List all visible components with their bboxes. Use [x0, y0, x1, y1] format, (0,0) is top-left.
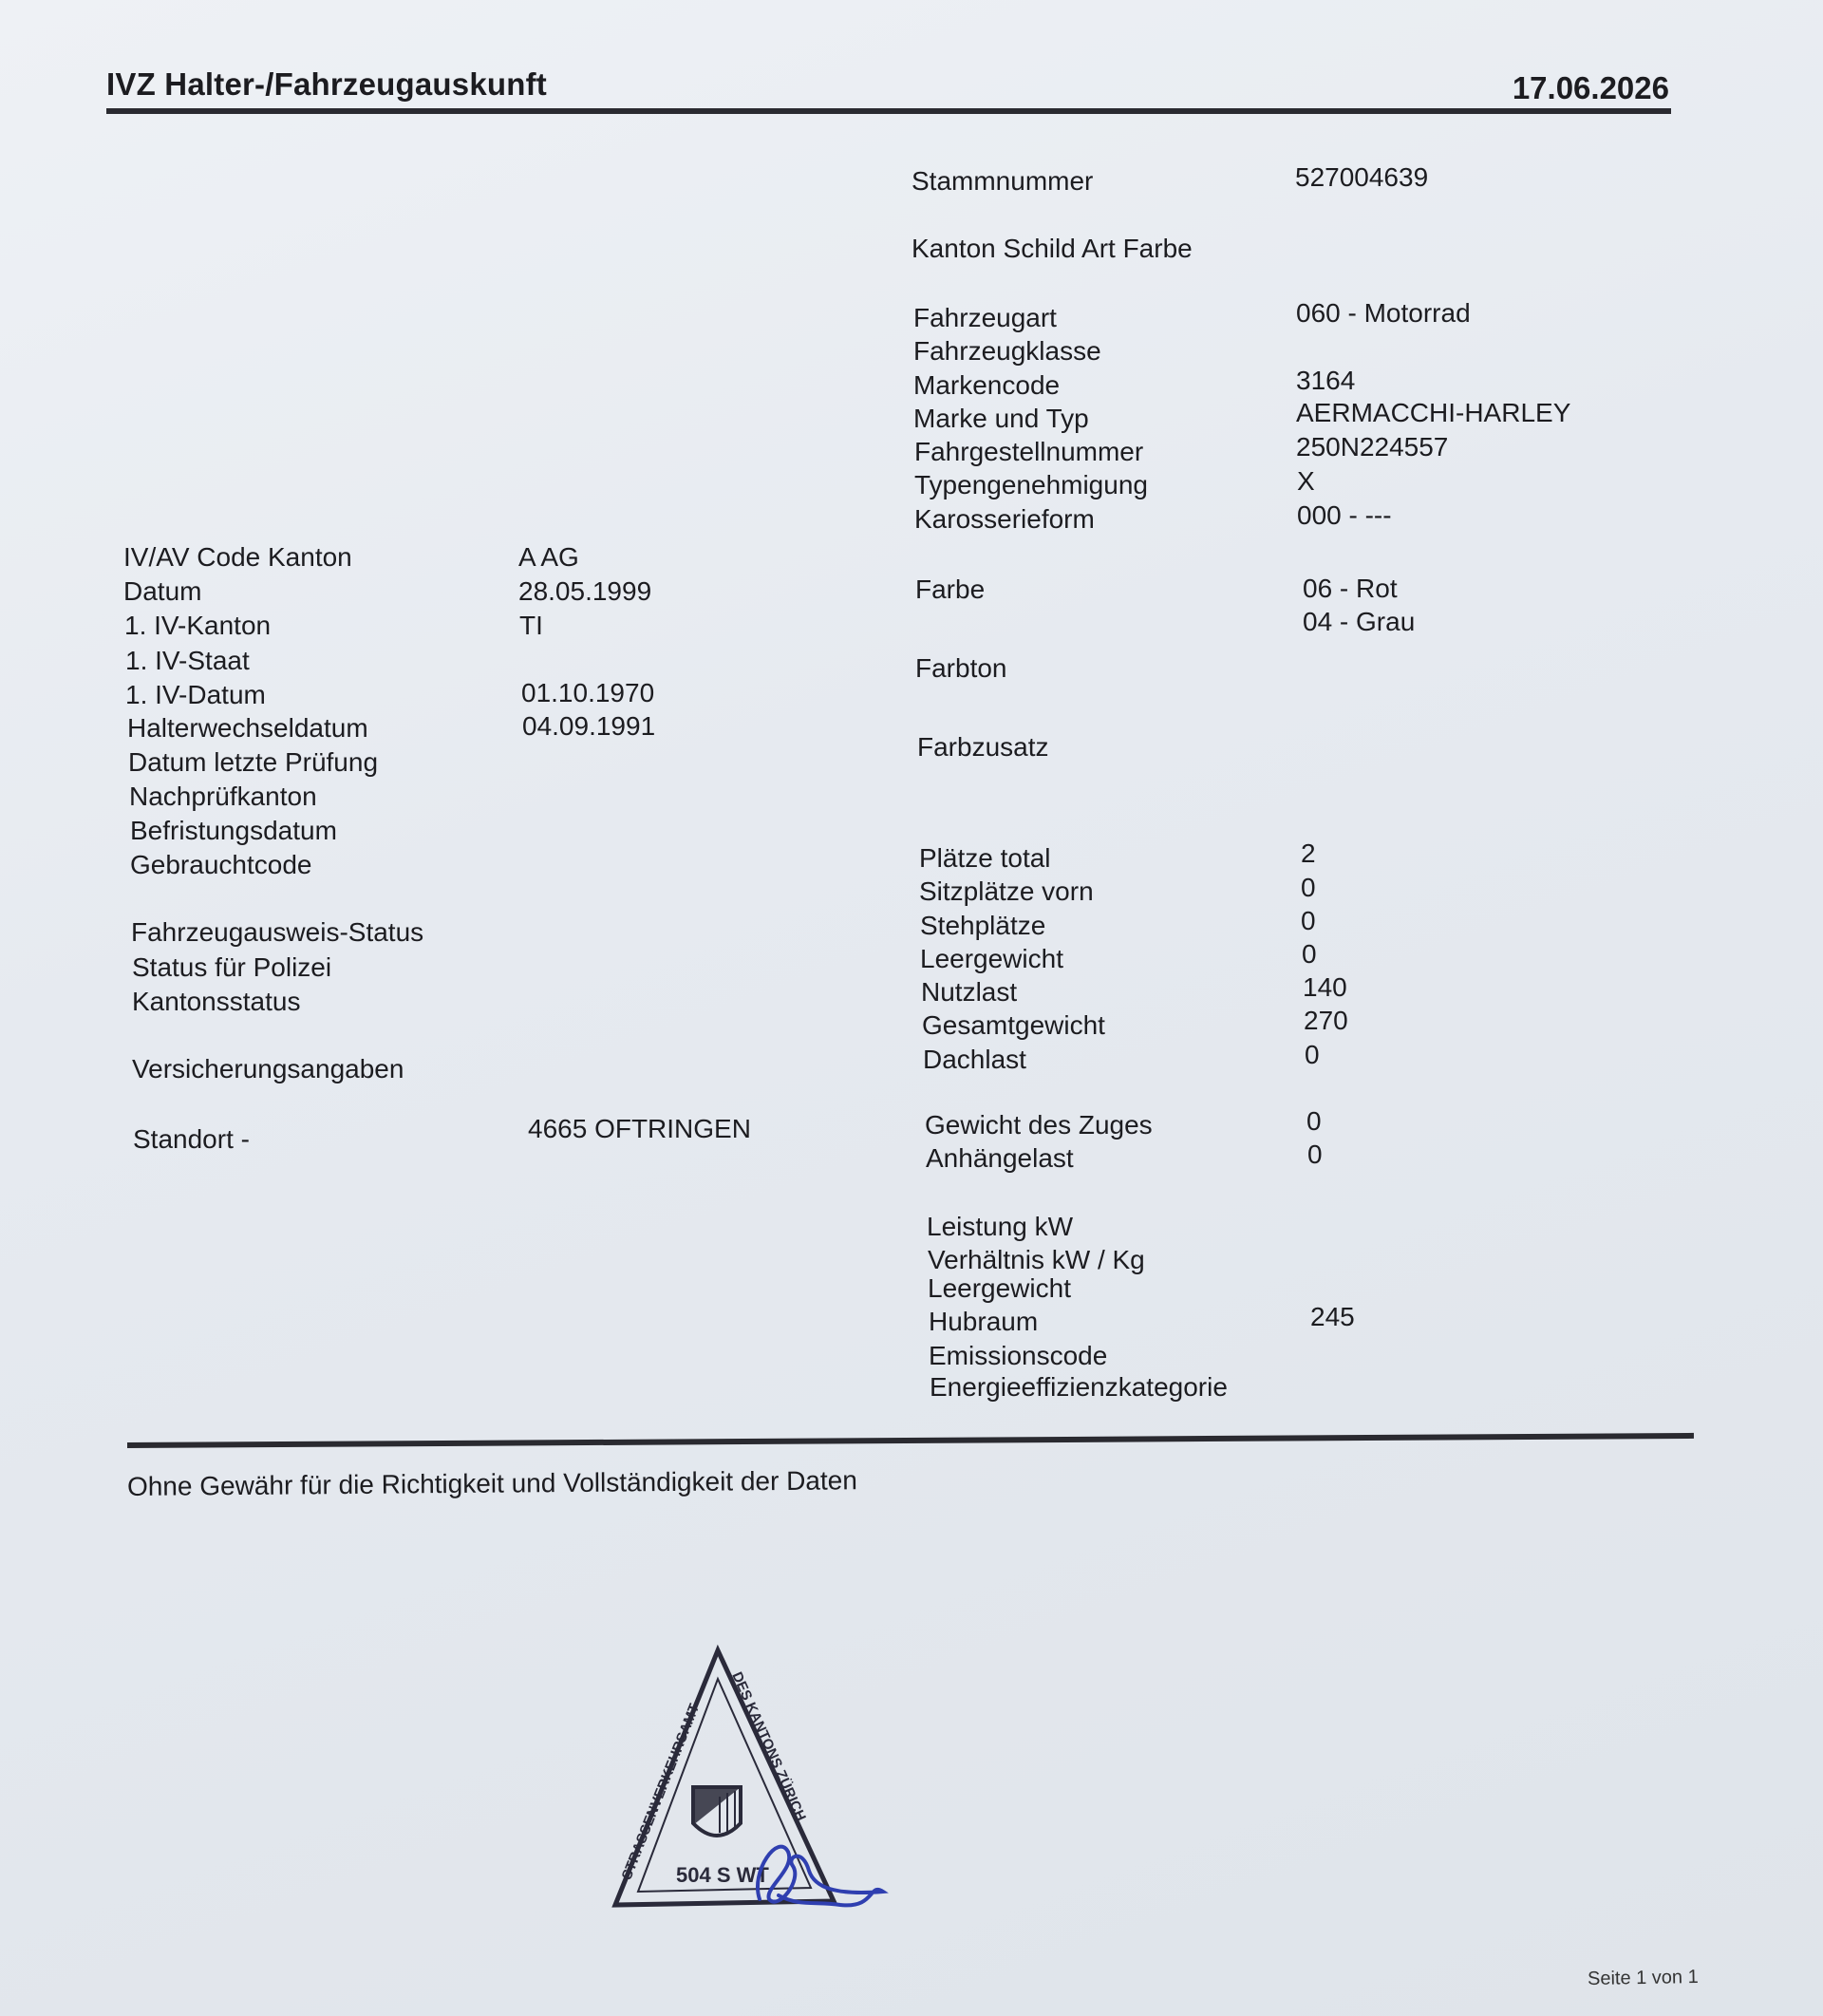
field-label-fahrzeugart: Fahrzeugart [913, 303, 1057, 332]
disclaimer-text: Ohne Gewähr für die Richtigkeit und Vollständigkeit der Daten [126, 1465, 857, 1501]
field-label-iv-kanton: 1. IV-Kanton [124, 611, 272, 640]
field-label-gesamtgewicht: Gesamtgewicht [922, 1010, 1105, 1040]
field-value-ivav-code: A AG [518, 542, 579, 572]
field-label-status-polizei: Status für Polizei [132, 952, 332, 982]
field-value-stehplaetze: 0 [1301, 906, 1316, 935]
header-rule [106, 108, 1671, 114]
field-label-befristungsdatum: Befristungsdatum [130, 816, 337, 845]
field-label-karosserieform: Karosserieform [914, 504, 1095, 534]
field-value-marke-typ: AERMACCHI-HARLEY [1296, 398, 1571, 427]
field-label-leergewicht-2: Leergewicht [928, 1273, 1071, 1303]
stamp-code: 504 S WT [676, 1863, 769, 1887]
field-label-verhaeltnis: Verhältnis kW / Kg [928, 1245, 1145, 1274]
field-label-nutzlast: Nutzlast [921, 977, 1018, 1007]
field-value-hubraum: 245 [1310, 1302, 1355, 1331]
field-value-stammnummer: 527004639 [1295, 162, 1429, 192]
field-label-leergewicht: Leergewicht [920, 944, 1063, 973]
page-number: Seite 1 von 1 [1587, 1966, 1699, 1990]
field-label-farbzusatz: Farbzusatz [917, 732, 1049, 762]
field-value-halterwechseldatum: 04.09.1991 [522, 711, 656, 741]
field-value-datum: 28.05.1999 [518, 576, 652, 606]
field-label-fahrgestellnummer: Fahrgestellnummer [914, 437, 1144, 466]
field-value-iv-datum: 01.10.1970 [521, 678, 655, 707]
footer-rule [127, 1433, 1694, 1448]
field-label-standort: Standort - [133, 1124, 250, 1154]
field-value-markencode: 3164 [1296, 366, 1356, 395]
stamp-left-text: STRASSENVERKEHRSAMT [618, 1701, 704, 1882]
field-value-fahrgestellnummer: 250N224557 [1296, 432, 1449, 462]
field-label-kantonsstatus: Kantonsstatus [132, 987, 301, 1016]
field-value-gewicht-des-zuges: 0 [1306, 1106, 1322, 1136]
field-label-gebrauchtcode: Gebrauchtcode [130, 850, 312, 879]
field-label-farbe: Farbe [915, 575, 986, 604]
field-value-nutzlast: 140 [1303, 972, 1347, 1002]
field-label-leistung-kw: Leistung kW [927, 1212, 1074, 1241]
field-value-gesamtgewicht: 270 [1304, 1006, 1348, 1035]
field-value-fahrzeugart: 060 - Motorrad [1296, 298, 1471, 328]
field-value-leergewicht: 0 [1302, 939, 1317, 969]
field-label-energieeffizienz: Energieeffizienzkategorie [930, 1372, 1228, 1402]
field-label-stammnummer: Stammnummer [912, 166, 1094, 196]
official-stamp [598, 1633, 902, 1928]
field-label-halterwechseldatum: Halterwechseldatum [127, 713, 368, 743]
field-label-anhaengelast: Anhängelast [926, 1143, 1074, 1173]
field-value-typengenehmigung: X [1297, 466, 1315, 496]
document-title: IVZ Halter-/Fahrzeugauskunft [106, 66, 547, 102]
field-label-iv-datum: 1. IV-Datum [125, 680, 266, 709]
field-value-sitzplaetze-vorn: 0 [1301, 873, 1316, 902]
field-value-dachlast: 0 [1305, 1040, 1320, 1069]
field-label-farbton: Farbton [915, 653, 1007, 683]
field-label-datum: Datum [123, 576, 202, 606]
field-label-sitzplaetze-vorn: Sitzplätze vorn [919, 876, 1094, 906]
field-label-ivav-code: IV/AV Code Kanton [123, 542, 352, 572]
field-label-hubraum: Hubraum [929, 1307, 1039, 1336]
field-value-anhaengelast: 0 [1307, 1140, 1323, 1169]
field-label-versicherungsangaben: Versicherungsangaben [132, 1054, 404, 1083]
field-label-marke-typ: Marke und Typ [913, 404, 1089, 433]
field-value-farbe: 06 - Rot [1303, 574, 1398, 603]
field-label-nachpruefkanton: Nachprüfkanton [129, 782, 317, 811]
field-label-dachlast: Dachlast [923, 1045, 1026, 1074]
field-label-markencode: Markencode [913, 370, 1061, 400]
field-label-fahrzeugklasse: Fahrzeugklasse [913, 336, 1101, 366]
field-value-iv-kanton: TI [519, 611, 543, 640]
field-label-emissionscode: Emissionscode [929, 1341, 1108, 1370]
field-value-farbe-2: 04 - Grau [1303, 607, 1416, 636]
field-label-datum-letzte-pruefung: Datum letzte Prüfung [128, 747, 379, 777]
field-label-iv-staat: 1. IV-Staat [125, 646, 250, 675]
field-value-karosserieform: 000 - --- [1297, 500, 1392, 530]
document-date: 17.06.2026 [1512, 70, 1669, 105]
field-label-gewicht-des-zuges: Gewicht des Zuges [925, 1110, 1153, 1140]
field-value-plaetze-total: 2 [1301, 838, 1316, 868]
field-label-typengenehmigung: Typengenehmigung [914, 470, 1148, 499]
field-label-kanton-schild: Kanton Schild Art Farbe [912, 234, 1193, 263]
coat-of-arms-icon [693, 1787, 741, 1836]
stamp-right-text: DES KANTONS ZÜRICH [728, 1669, 809, 1824]
field-label-plaetze-total: Plätze total [919, 843, 1051, 873]
field-label-stehplaetze: Stehplätze [920, 911, 1046, 940]
field-label-fahrzeugausweis-status: Fahrzeugausweis-Status [131, 917, 424, 947]
field-value-standort: 4665 OFTRINGEN [528, 1114, 751, 1143]
